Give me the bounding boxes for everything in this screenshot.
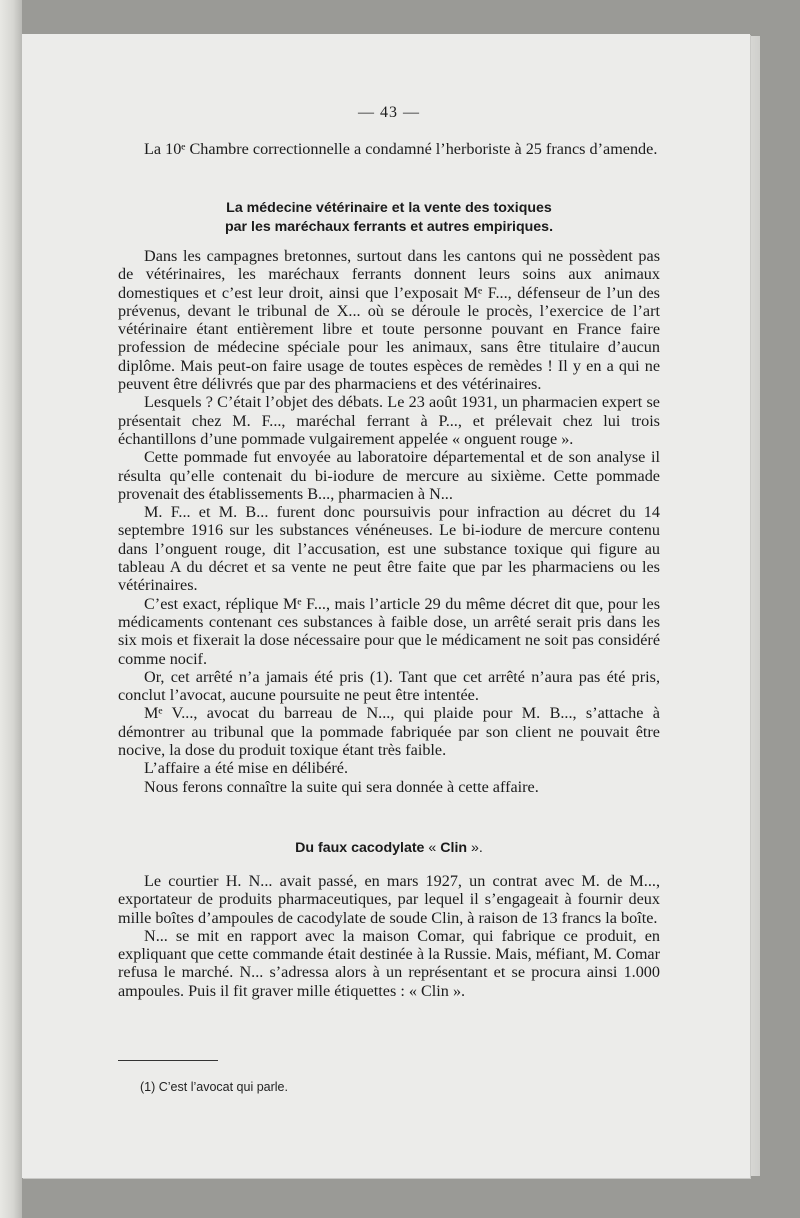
section-title-cacodylate — [118, 839, 660, 858]
body-paragraph: Lesquels ? C’était l’objet des débats. Le 23 août 1931, un pharmacien expert se présentait chez M. F..., maréchal ferrant à P..., et prélevait chez lui trois échantillons d’une pommade vulgairement appelée « onguent rouge ». — [118, 393, 660, 448]
section-title-line-1: La médecine vétérinaire et la vente des toxiques — [226, 200, 552, 216]
document-page — [22, 34, 750, 1178]
page-number: — 43 — — [358, 104, 420, 121]
section-body-veterinary — [118, 247, 660, 796]
body-paragraph: Nous ferons connaître la suite qui sera donnée à cette affaire. — [144, 777, 539, 796]
section-title-line-2: par les maréchaux ferrants et autres empiriques. — [224, 218, 554, 235]
footnote: (1) C’est l’avocat qui parle. — [140, 1080, 288, 1094]
quote-open: « — [428, 840, 437, 856]
section-title-line — [118, 839, 660, 858]
body-paragraph: N... se mit en rapport avec la maison Comar, qui fabrique ce produit, en expliquant que cette commande était destinée à la Russie. Mais, méfiant, M. Comar refusa le marché. N... s’adressa alors à un représentant et se procura ainsi 1.000 ampoules. Puis il fit graver mille étiquettes : « Clin ». — [118, 926, 660, 1000]
previous-page-edge — [0, 0, 22, 1218]
body-paragraph: Or, cet arrêté n’a jamais été pris (1). Tant que cet arrêté n’aura pas été pris, conclut l’avocat, aucune poursuite ne peut être intentée. — [118, 667, 660, 705]
body-paragraph: Mᵉ V..., avocat du barreau de N..., qui plaide pour M. B..., s’attache à démontrer au tribunal que la pommade fabriquée par son client ne pouvait être nocive, la dose du produit toxique étant très faible. — [118, 704, 660, 760]
section-title-word: Clin — [440, 840, 468, 856]
section-body-cacodylate — [118, 872, 660, 1000]
intro-paragraph: La 10ᵉ Chambre correctionnelle a condamné l’herboriste à 25 francs d’amende. — [144, 140, 658, 158]
section-title-veterinary — [118, 199, 660, 236]
footnote-rule — [118, 1060, 218, 1061]
body-paragraph: Le courtier H. N... avait passé, en mars 1927, un contrat avec M. de M..., exportateur de produits pharmaceutiques, par lequel il s’engageait à fournir deux mille boîtes d’ampoules de cacodylate de soude Clin, à raison de 13 francs la boîte. — [118, 872, 660, 927]
body-paragraph: L’affaire a été mise en délibéré. — [144, 759, 349, 778]
body-paragraph: C’est exact, réplique Mᵉ F..., mais l’article 29 du même décret dit que, pour les médicaments contenant ces substances à faible dose, un arrêté serait pris dans les six mois et fixerait la dose nécessaire pour que le médicament ne soit pas considéré comme nocif. — [118, 594, 660, 668]
section-title-main: Du faux cacodylate — [295, 840, 425, 856]
body-paragraph: Dans les campagnes bretonnes, surtout dans les cantons qui ne possèdent pas de vétérinaires, les maréchaux ferrants donnent leurs soins aux animaux domestiques et c’est leur droit, ainsi que l’exposait Mᵉ F..., défenseur de l’un des prévenus, devant le tribunal de X... où se déroule le procès, l’exercice de l’art vétérinaire étant entièrement libre et toute personne pouvant en France faire profession de médecine spéciale pour les animaux, sans être titulaire d’aucun diplôme. Mais peut-on faire usage de toutes espèces de remèdes ! Il y en a qui ne peuvent être délivrés que par des pharmaciens et des vétérinaires. — [118, 247, 660, 394]
body-paragraph: M. F... et M. B... furent donc poursuivis pour infraction au décret du 14 septembre 1916 sur les substances vénéneuses. Le bi-iodure de mercure contenu dans l’onguent rouge, dit l’accusation, est une substance toxique qui figure au tableau A du décret et sa vente ne peut être faite que par les pharmaciens ou les vétérinaires. — [118, 503, 660, 595]
body-paragraph: Cette pommade fut envoyée au laboratoire départemental et de son analyse il résulta qu’elle contenait du bi-iodure de mercure au sixième. Cette pommade provenait des établissements B..., pharmacien à N... — [118, 448, 660, 503]
quote-close: ». — [471, 840, 483, 856]
intro-block — [118, 140, 660, 158]
